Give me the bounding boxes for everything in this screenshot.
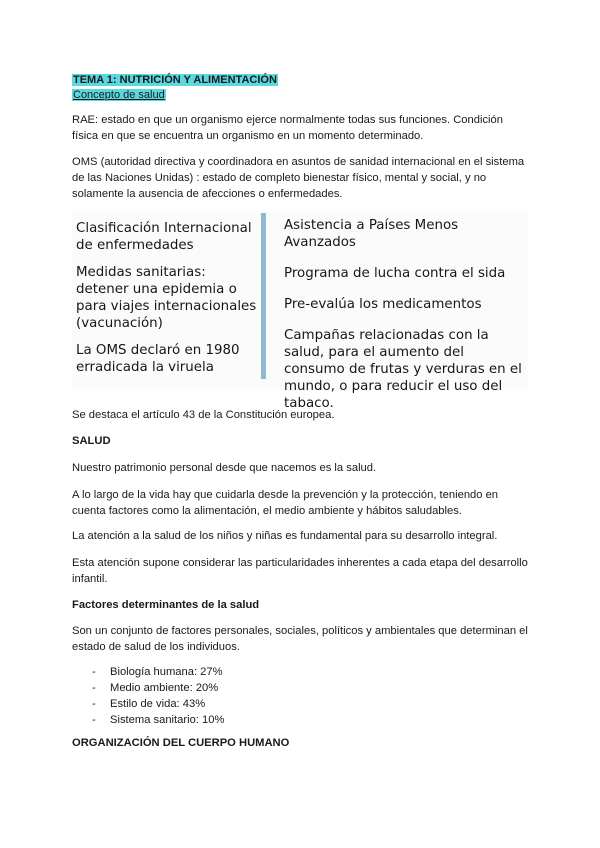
figure-right-item: Pre-evalúa los medicamentos [284, 297, 482, 312]
list-item [92, 664, 224, 680]
figure-right-item: Campañas relacionadas con la salud, para el aumento del consumo de frutas y verduras en el mundo, o para reducir el uso del tabaco. [284, 328, 522, 411]
heading-salud: SALUD [72, 435, 111, 447]
figure-left-item: Clasificación Internacional de enfermedades [76, 221, 252, 253]
paragraph-patrimonio: Nuestro patrimonio personal desde que nacemos es la salud. [72, 462, 377, 474]
figure-left-column [76, 220, 259, 376]
paragraph-cuidar: A lo largo de la vida hay que cuidarla desde la prevención y la protección, teniendo en cuenta factores como la alimentación, el medio ambiente y hábitos saludables. [72, 489, 499, 517]
page-title [72, 72, 532, 88]
oms-functions-figure [72, 211, 528, 411]
list-item-text: Sistema sanitario: 10% [110, 714, 225, 726]
list-item-text: Estilo de vida: 43% [110, 698, 206, 710]
list-dash: - [92, 666, 96, 678]
paragraph-particularidades: Esta atención supone considerar las particularidades inherentes a cada etapa del desarrollo infantil. [72, 557, 528, 585]
figure-left-item: La OMS declaró en 1980 erradicada la viruela [76, 343, 240, 375]
figure-left-item: Medidas sanitarias: detener una epidemia o para viajes internacionales (vacunación) [76, 265, 257, 331]
figure-right-item: Asistencia a Países Menos Avanzados [284, 218, 459, 250]
list-item [92, 680, 224, 696]
factors-list [92, 664, 224, 728]
highlighted-subtitle: Concepto de salud [73, 89, 165, 101]
heading-organizacion: ORGANIZACIÓN DEL CUERPO HUMANO [72, 737, 290, 749]
list-dash: - [92, 682, 96, 694]
figure-right-column [284, 217, 528, 412]
paragraph-atencion: La atención a la salud de los niños y niñas es fundamental para su desarrollo integral. [72, 530, 498, 542]
list-dash: - [92, 698, 96, 710]
figure-divider [261, 213, 266, 379]
list-item [92, 696, 224, 712]
list-item-text: Medio ambiente: 20% [110, 682, 219, 694]
heading-factores: Factores determinantes de la salud [72, 599, 260, 611]
list-item [92, 712, 224, 728]
subtitle [72, 87, 532, 103]
paragraph-conjunto: Son un conjunto de factores personales, sociales, políticos y ambientales que determinan el estado de salud de los individuos. [72, 625, 528, 653]
figure-right-item: Programa de lucha contra el sida [284, 266, 506, 281]
highlighted-title: TEMA 1: NUTRICIÓN Y ALIMENTACIÓN [73, 74, 277, 86]
paragraph-rae: RAE: estado en que un organismo ejerce normalmente todas sus funciones. Condición física en que se encuentra un organismo en un momento determinado. [72, 114, 503, 142]
list-item-text: Biología humana: 27% [110, 666, 223, 678]
paragraph-oms: OMS (autoridad directiva y coordinadora en asuntos de sanidad internacional en el sistema de las Naciones Unidas) : estado de completo bienestar físico, mental y social, y no solamente la ausencia de afecciones o enfermedades. [72, 156, 525, 200]
paragraph-articulo: Se destaca el artículo 43 de la Constitución europea. [72, 409, 335, 421]
list-dash: - [92, 714, 96, 726]
